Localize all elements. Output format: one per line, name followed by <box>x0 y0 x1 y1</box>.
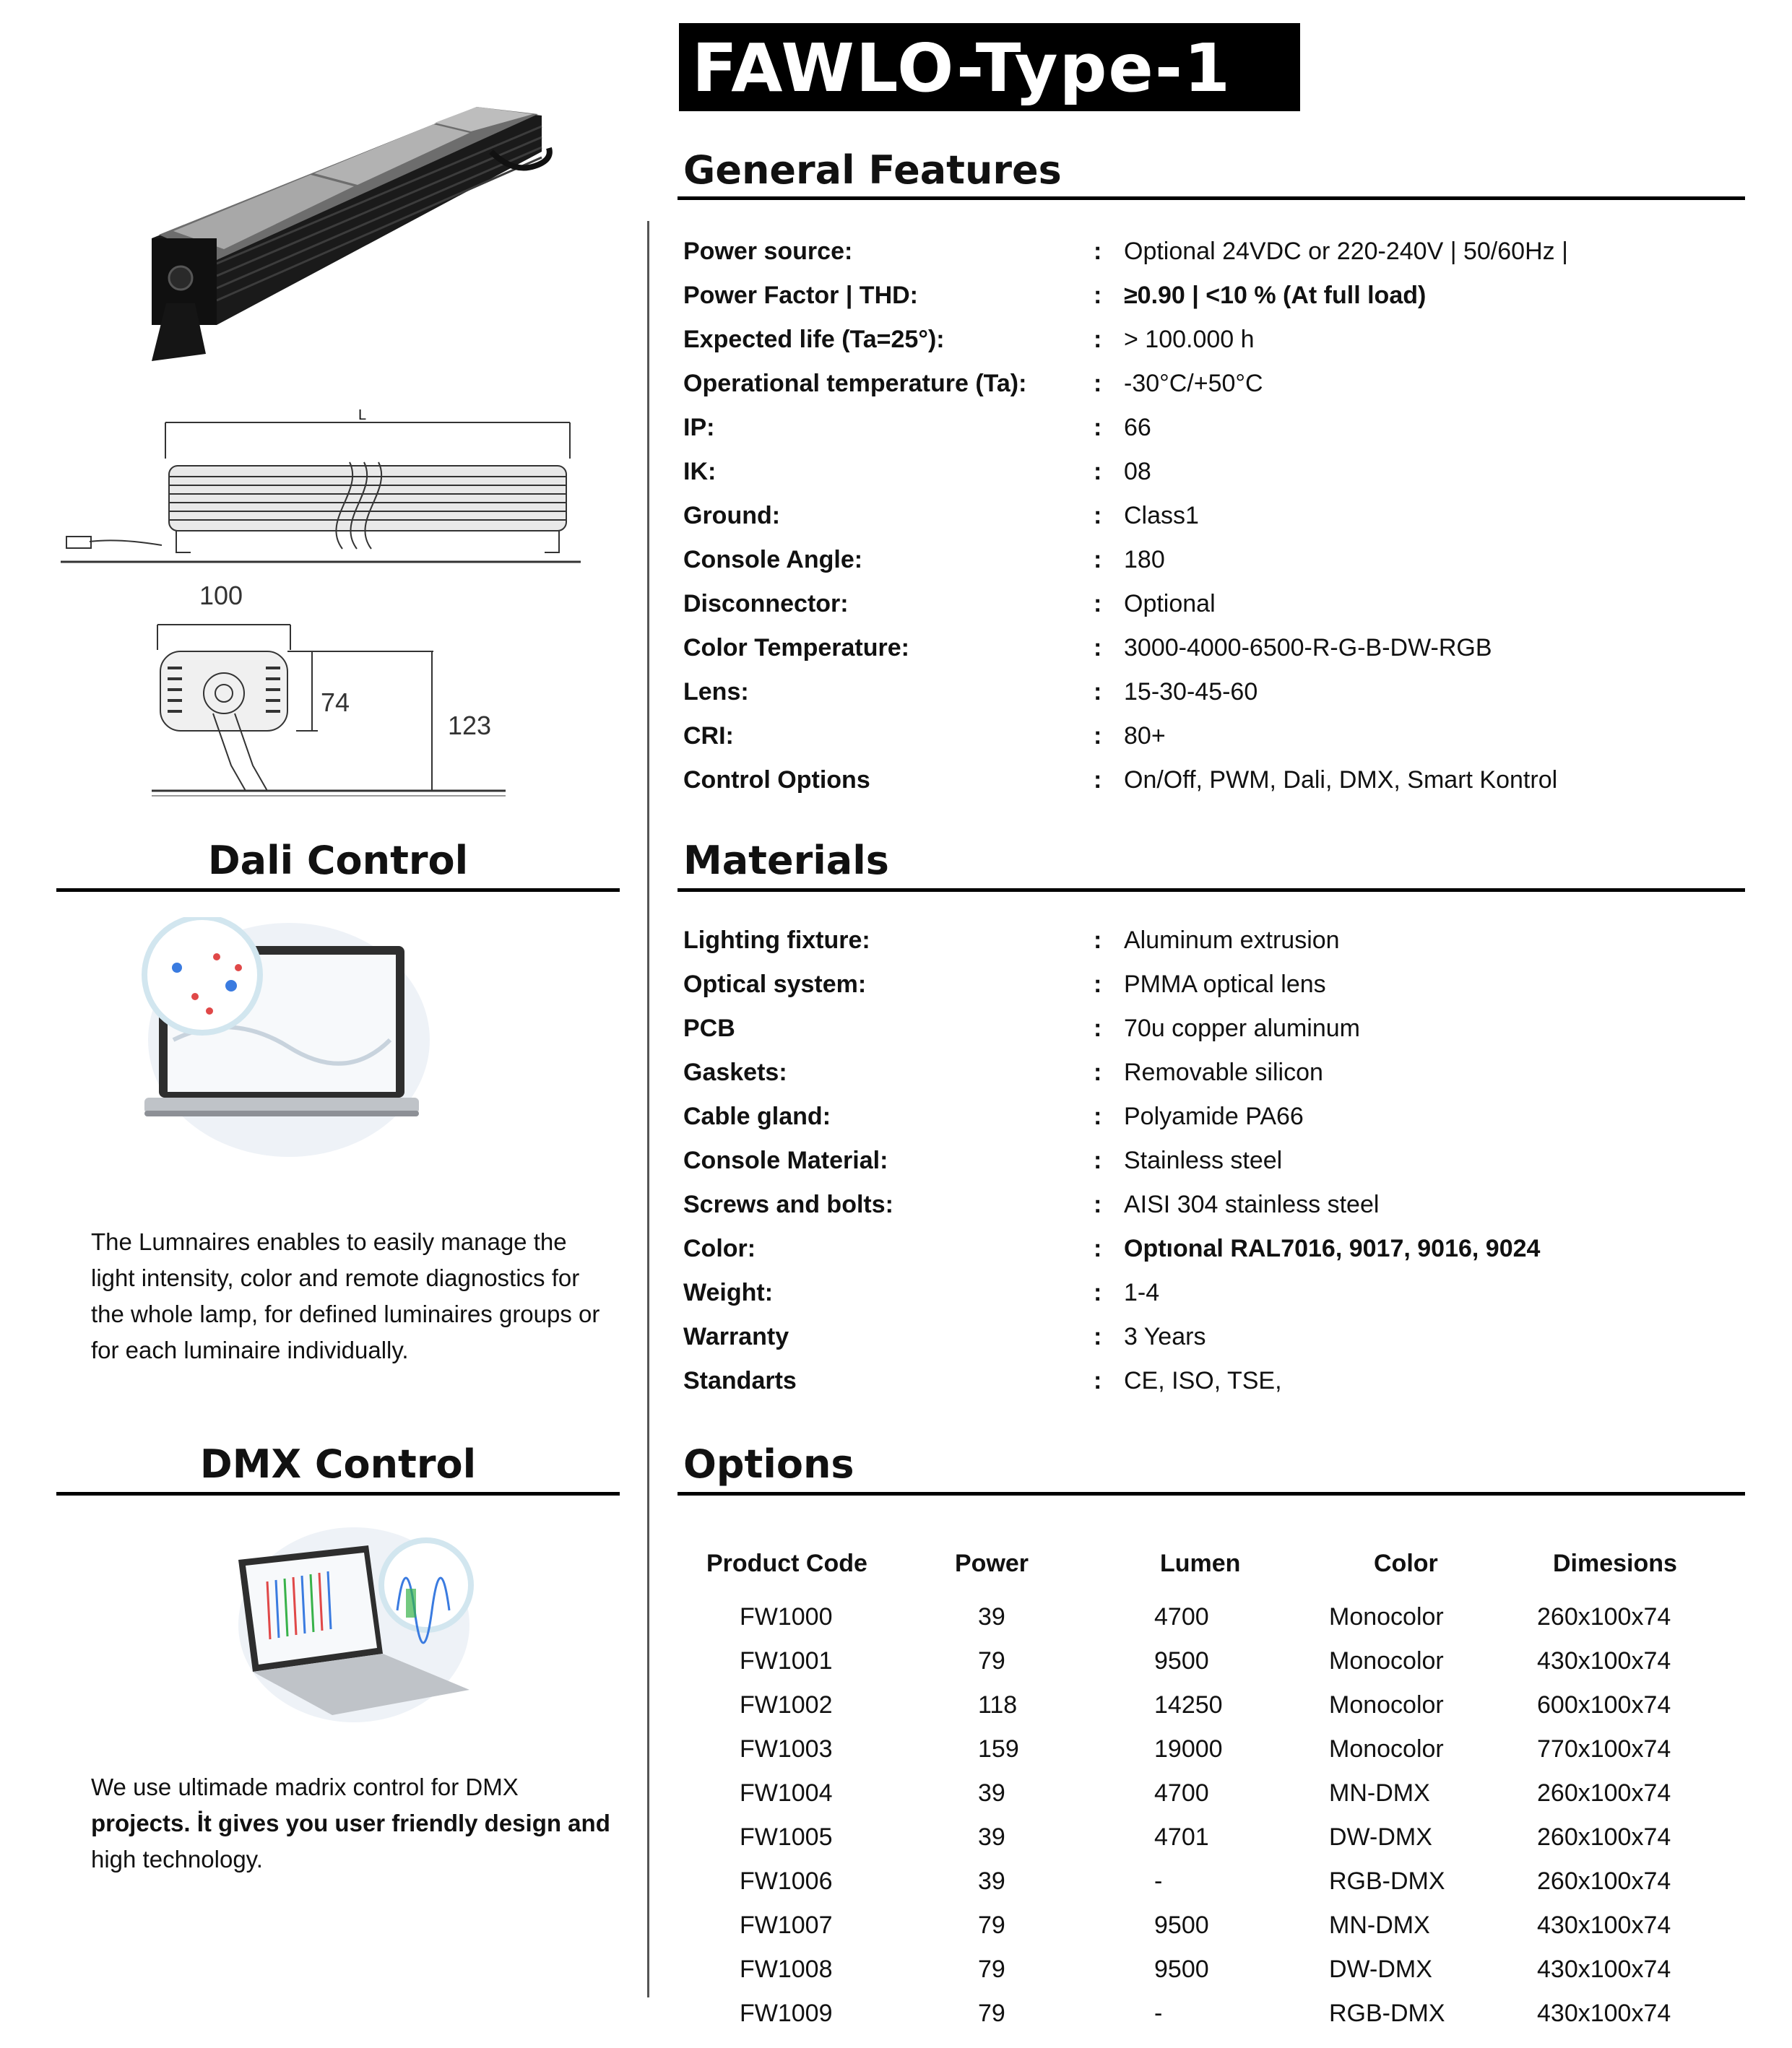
options-cell-dimensions: 260x100x74 <box>1537 1779 1671 1807</box>
material-value: 1-4 <box>1124 1279 1160 1306</box>
material-label: Standarts <box>683 1367 797 1394</box>
dali-description: The Lumnaires enables to easily manage the light intensity, color and remote diagnostics for the whole lamp, for defined luminaires groups or for each luminaire individually. <box>91 1228 600 1363</box>
general-feature-row <box>683 714 1752 758</box>
general-feature-row <box>683 406 1752 450</box>
material-value: Polyamide PA66 <box>1124 1103 1304 1130</box>
options-cell-power: 79 <box>978 1647 1005 1675</box>
options-cell-dimensions: 430x100x74 <box>1537 1647 1671 1675</box>
material-label: Gaskets: <box>683 1059 787 1086</box>
options-cell-color: MN-DMX <box>1329 1779 1430 1807</box>
general-feature-row <box>683 318 1752 362</box>
material-row <box>683 1227 1752 1271</box>
options-cell-color: DW-DMX <box>1329 1823 1432 1851</box>
general-feature-label: Disconnector: <box>683 590 849 617</box>
general-feature-separator: : <box>1094 282 1102 309</box>
material-row <box>683 1183 1752 1227</box>
options-cell-power: 159 <box>978 1735 1019 1763</box>
general-feature-separator: : <box>1094 634 1102 661</box>
general-feature-value: > 100.000 h <box>1124 326 1255 353</box>
options-cell-lumen: - <box>1154 2000 1163 2027</box>
material-row <box>683 1139 1752 1183</box>
material-label: Warranty <box>683 1323 789 1350</box>
dmx-laptop-illustration <box>217 1517 491 1733</box>
material-label: Console Material: <box>683 1147 888 1174</box>
options-table-row <box>679 1948 1748 1992</box>
general-features-heading: General Features <box>683 147 1062 193</box>
general-feature-row <box>683 362 1752 406</box>
general-feature-separator: : <box>1094 722 1102 750</box>
general-feature-row <box>683 450 1752 494</box>
options-cell-lumen: 4700 <box>1154 1603 1209 1631</box>
options-cell-dimensions: 430x100x74 <box>1537 2000 1671 2027</box>
general-feature-separator: : <box>1094 414 1102 441</box>
options-cell-dimensions: 430x100x74 <box>1537 1912 1671 1939</box>
material-separator: : <box>1094 1279 1102 1306</box>
material-row <box>683 1051 1752 1095</box>
material-separator: : <box>1094 1191 1102 1218</box>
general-feature-row <box>683 494 1752 538</box>
product-photo <box>137 87 571 376</box>
options-cell-color: RGB-DMX <box>1329 2000 1445 2027</box>
options-cell-product-code: FW1008 <box>740 1956 833 1983</box>
options-heading: Options <box>683 1441 854 1487</box>
general-feature-row <box>683 626 1752 670</box>
options-cell-dimensions: 770x100x74 <box>1537 1735 1671 1763</box>
general-feature-label: Ground: <box>683 502 781 529</box>
material-separator: : <box>1094 927 1102 954</box>
options-cell-color: Monocolor <box>1329 1735 1444 1763</box>
options-cell-dimensions: 600x100x74 <box>1537 1691 1671 1719</box>
material-separator: : <box>1094 1015 1102 1042</box>
inner-height-label: 74 <box>321 687 350 717</box>
options-cell-lumen: - <box>1154 1867 1163 1895</box>
general-feature-value: 3000-4000-6500-R-G-B-DW-RGB <box>1124 634 1492 661</box>
general-feature-value: Optional <box>1124 590 1216 617</box>
options-cell-lumen: 9500 <box>1154 1912 1209 1939</box>
material-value: Aluminum extrusion <box>1124 927 1340 954</box>
options-table-row <box>679 1904 1748 1948</box>
general-feature-label: CRI: <box>683 722 734 750</box>
general-feature-label: Color Temperature: <box>683 634 909 661</box>
options-cell-product-code: FW1002 <box>740 1691 833 1719</box>
options-cell-product-code: FW1003 <box>740 1735 833 1763</box>
options-header-power: Power <box>955 1550 1029 1577</box>
material-separator: : <box>1094 1059 1102 1086</box>
options-table-row <box>679 1816 1748 1860</box>
options-table-row <box>679 1860 1748 1904</box>
page-title: FAWLO-Type-1 <box>692 30 1232 107</box>
material-row <box>683 919 1752 963</box>
general-feature-separator: : <box>1094 766 1102 794</box>
options-cell-product-code: FW1004 <box>740 1779 833 1807</box>
material-value: Stainless steel <box>1124 1147 1283 1174</box>
options-cell-power: 79 <box>978 1912 1005 1939</box>
options-header-lumen: Lumen <box>1160 1550 1241 1577</box>
general-feature-label: Console Angle: <box>683 546 863 573</box>
options-cell-lumen: 4701 <box>1154 1823 1209 1851</box>
options-cell-color: RGB-DMX <box>1329 1867 1445 1895</box>
general-feature-value: Class1 <box>1124 502 1199 529</box>
general-feature-separator: : <box>1094 546 1102 573</box>
general-feature-value: Optional 24VDC or 220-240V | 50/60Hz | <box>1124 238 1568 265</box>
options-cell-power: 39 <box>978 1779 1005 1807</box>
general-feature-label: Expected life (Ta=25°): <box>683 326 945 353</box>
general-feature-separator: : <box>1094 678 1102 706</box>
material-row <box>683 1315 1752 1359</box>
general-feature-value: 66 <box>1124 414 1151 441</box>
options-table-row <box>679 1640 1748 1684</box>
options-table-row <box>679 1684 1748 1728</box>
options-table-row <box>679 1992 1748 2036</box>
general-feature-separator: : <box>1094 326 1102 353</box>
general-feature-value: 08 <box>1124 458 1151 485</box>
general-feature-separator: : <box>1094 590 1102 617</box>
dmx-description <box>91 1769 640 1878</box>
general-feature-label: Control Options <box>683 766 870 794</box>
outer-height-label: 123 <box>448 711 492 740</box>
options-cell-power: 79 <box>978 1956 1005 1983</box>
options-header-product-code: Product Code <box>706 1550 867 1577</box>
options-cell-lumen: 9500 <box>1154 1956 1209 1983</box>
general-feature-separator: : <box>1094 370 1102 397</box>
options-cell-product-code: FW1000 <box>740 1603 833 1631</box>
materials-heading: Materials <box>683 838 889 883</box>
options-cell-color: Monocolor <box>1329 1647 1444 1675</box>
material-row <box>683 1007 1752 1051</box>
options-table-row <box>679 1772 1748 1816</box>
material-value: 3 Years <box>1124 1323 1206 1350</box>
side-view-drawing <box>61 404 588 570</box>
material-label: Screws and bolts: <box>683 1191 893 1218</box>
options-cell-lumen: 4700 <box>1154 1779 1209 1807</box>
general-feature-value: On/Off, PWM, Dali, DMX, Smart Kontrol <box>1124 766 1558 794</box>
options-cell-lumen: 9500 <box>1154 1647 1209 1675</box>
options-cell-product-code: FW1009 <box>740 2000 833 2027</box>
options-cell-power: 39 <box>978 1823 1005 1851</box>
material-separator: : <box>1094 1147 1102 1174</box>
material-separator: : <box>1094 1235 1102 1262</box>
material-separator: : <box>1094 971 1102 998</box>
material-separator: : <box>1094 1103 1102 1130</box>
material-row <box>683 1271 1752 1315</box>
options-cell-dimensions: 260x100x74 <box>1537 1603 1671 1631</box>
general-feature-label: Lens: <box>683 678 749 706</box>
general-feature-label: Operational temperature (Ta): <box>683 370 1027 397</box>
general-feature-label: IP: <box>683 414 715 441</box>
options-table-row <box>679 1596 1748 1640</box>
length-label: L <box>358 407 367 423</box>
material-row <box>683 1095 1752 1139</box>
options-cell-product-code: FW1001 <box>740 1647 833 1675</box>
material-row <box>683 963 1752 1007</box>
general-feature-value: 180 <box>1124 546 1165 573</box>
general-features-rule <box>678 196 1745 200</box>
options-cell-lumen: 14250 <box>1154 1691 1223 1719</box>
dmx-heading-rule <box>56 1492 620 1496</box>
material-label: Weight: <box>683 1279 774 1306</box>
material-separator: : <box>1094 1323 1102 1350</box>
general-feature-separator: : <box>1094 238 1102 265</box>
general-feature-label: Power source: <box>683 238 853 265</box>
options-cell-power: 118 <box>978 1691 1018 1719</box>
general-feature-row <box>683 230 1752 274</box>
material-label: Cable gland: <box>683 1103 831 1130</box>
column-divider <box>647 221 649 1997</box>
dmx-line-1: We use ultimade madrix control for DMX <box>91 1774 519 1800</box>
dmx-heading: DMX Control <box>199 1441 477 1487</box>
options-header-dimensions: Dimesions <box>1553 1550 1677 1577</box>
dali-heading: Dali Control <box>207 838 469 883</box>
general-feature-value: 80+ <box>1124 722 1166 750</box>
options-cell-product-code: FW1007 <box>740 1912 833 1939</box>
options-cell-color: MN-DMX <box>1329 1912 1430 1939</box>
options-cell-color: DW-DMX <box>1329 1956 1432 1983</box>
general-feature-row <box>683 670 1752 714</box>
material-row <box>683 1359 1752 1403</box>
general-feature-separator: : <box>1094 502 1102 529</box>
materials-rule <box>678 888 1745 892</box>
material-value: 70u copper aluminum <box>1124 1015 1360 1042</box>
dali-laptop-illustration <box>130 917 448 1163</box>
material-separator: : <box>1094 1367 1102 1394</box>
options-rule <box>678 1492 1745 1496</box>
options-cell-product-code: FW1006 <box>740 1867 833 1895</box>
material-value: CE, ISO, TSE, <box>1124 1367 1282 1394</box>
general-feature-label: IK: <box>683 458 717 485</box>
dmx-line-2: projects. İt gives you user friendly design and <box>91 1810 610 1836</box>
general-feature-row <box>683 274 1752 318</box>
options-cell-power: 39 <box>978 1867 1005 1895</box>
general-feature-row <box>683 758 1752 802</box>
material-label: Lighting fixture: <box>683 927 870 954</box>
options-cell-power: 79 <box>978 2000 1005 2027</box>
options-cell-dimensions: 430x100x74 <box>1537 1956 1671 1983</box>
material-value: PMMA optical lens <box>1124 971 1326 998</box>
material-value: Removable silicon <box>1124 1059 1323 1086</box>
options-cell-color: Monocolor <box>1329 1691 1444 1719</box>
options-cell-color: Monocolor <box>1329 1603 1444 1631</box>
material-label: PCB <box>683 1015 735 1042</box>
dali-heading-rule <box>56 888 620 892</box>
material-value: Optıonal RAL7016, 9017, 9016, 9024 <box>1124 1235 1541 1262</box>
general-feature-value: 15-30-45-60 <box>1124 678 1258 706</box>
options-cell-dimensions: 260x100x74 <box>1537 1823 1671 1851</box>
general-feature-label: Power Factor | THD: <box>683 282 918 309</box>
width-dimension-label: 100 <box>199 581 243 610</box>
general-feature-row <box>683 582 1752 626</box>
options-cell-product-code: FW1005 <box>740 1823 833 1851</box>
general-feature-row <box>683 538 1752 582</box>
general-feature-value: ≥0.90 | <10 % (At full load) <box>1124 282 1427 309</box>
material-label: Optical system: <box>683 971 867 998</box>
material-label: Color: <box>683 1235 756 1262</box>
options-cell-power: 39 <box>978 1603 1005 1631</box>
general-feature-value: -30°C/+50°C <box>1124 370 1263 397</box>
options-cell-lumen: 19000 <box>1154 1735 1223 1763</box>
options-table-row <box>679 1728 1748 1772</box>
general-feature-separator: : <box>1094 458 1102 485</box>
material-value: AISI 304 stainless steel <box>1124 1191 1380 1218</box>
dmx-line-3: high technology. <box>91 1846 263 1873</box>
options-header-color: Color <box>1374 1550 1438 1577</box>
options-cell-dimensions: 260x100x74 <box>1537 1867 1671 1895</box>
